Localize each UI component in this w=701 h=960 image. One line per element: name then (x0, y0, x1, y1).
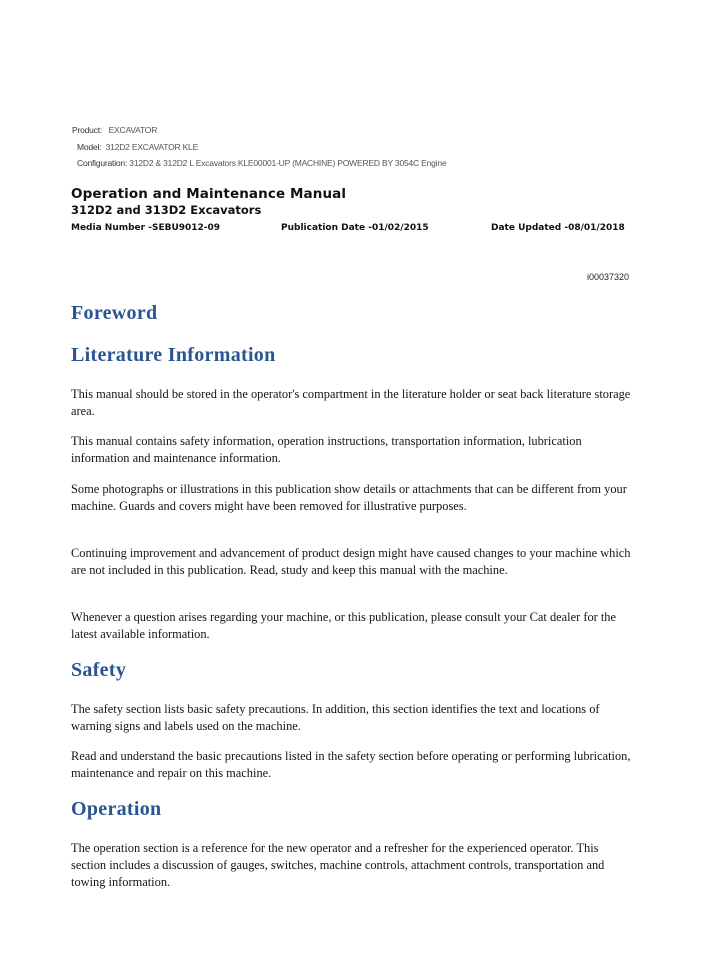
literature-paragraph-5: Whenever a question arises regarding your machine, or this publication, please consult your Cat dealer for the latest available information. (71, 610, 617, 641)
manual-title-block (71, 186, 346, 217)
product-row (72, 122, 446, 139)
product-metadata (72, 122, 446, 172)
operation-paragraph-1: The operation section is a reference for the new operator and a refresher for the experienced operator. This section includes a discussion of gauges, switches, machine controls, attachment controls, transportation and towing information. (71, 841, 605, 889)
safety-paragraph-2: Read and understand the basic precautions listed in the safety section before operating or performing lubrication, maintenance and repair on this machine. (71, 749, 631, 780)
configuration-row (72, 155, 446, 172)
heading-foreword: Foreword (71, 302, 158, 324)
manual-subtitle: 312D2 and 313D2 Excavators (71, 203, 262, 217)
document-id: i00037320 (586, 272, 629, 282)
heading-operation: Operation (71, 798, 162, 820)
product-label: Product: (72, 125, 103, 135)
literature-paragraph-1: This manual should be stored in the operator's compartment in the literature holder or seat back literature storage area. (71, 387, 631, 418)
literature-paragraph-2: This manual contains safety information, operation instructions, transportation information, lubrication information and maintenance information. (71, 434, 582, 465)
literature-paragraph-4: Continuing improvement and advancement of product design might have caused changes to your machine which are not included in this publication. Read, study and keep this manual with the machine. (71, 546, 631, 577)
product-value: EXCAVATOR (108, 125, 158, 135)
date-updated: Date Updated -08/01/2018 (491, 223, 625, 233)
configuration-label: Configuration: (77, 158, 128, 168)
safety-paragraph-1: The safety section lists basic safety precautions. In addition, this section identifies the text and locations of warning signs and labels used on the machine. (71, 702, 600, 733)
manual-title: Operation and Maintenance Manual (71, 186, 347, 202)
publication-date: Publication Date -01/02/2015 (281, 223, 429, 233)
model-label: Model: (77, 141, 102, 152)
model-row (72, 139, 446, 156)
media-number: Media Number -SEBU9012-09 (71, 223, 221, 233)
model-value: 312D2 EXCAVATOR KLE (105, 141, 199, 152)
heading-literature-information: Literature Information (71, 344, 276, 366)
configuration-value: 312D2 & 312D2 L Excavators KLE00001-UP (MACHINE) POWERED BY 3054C Engine (129, 158, 447, 168)
literature-paragraph-3: Some photographs or illustrations in this publication show details or attachments that can be different from your machine. Guards and covers might have been removed for illustrative purposes. (71, 482, 627, 513)
heading-safety: Safety (71, 659, 127, 681)
